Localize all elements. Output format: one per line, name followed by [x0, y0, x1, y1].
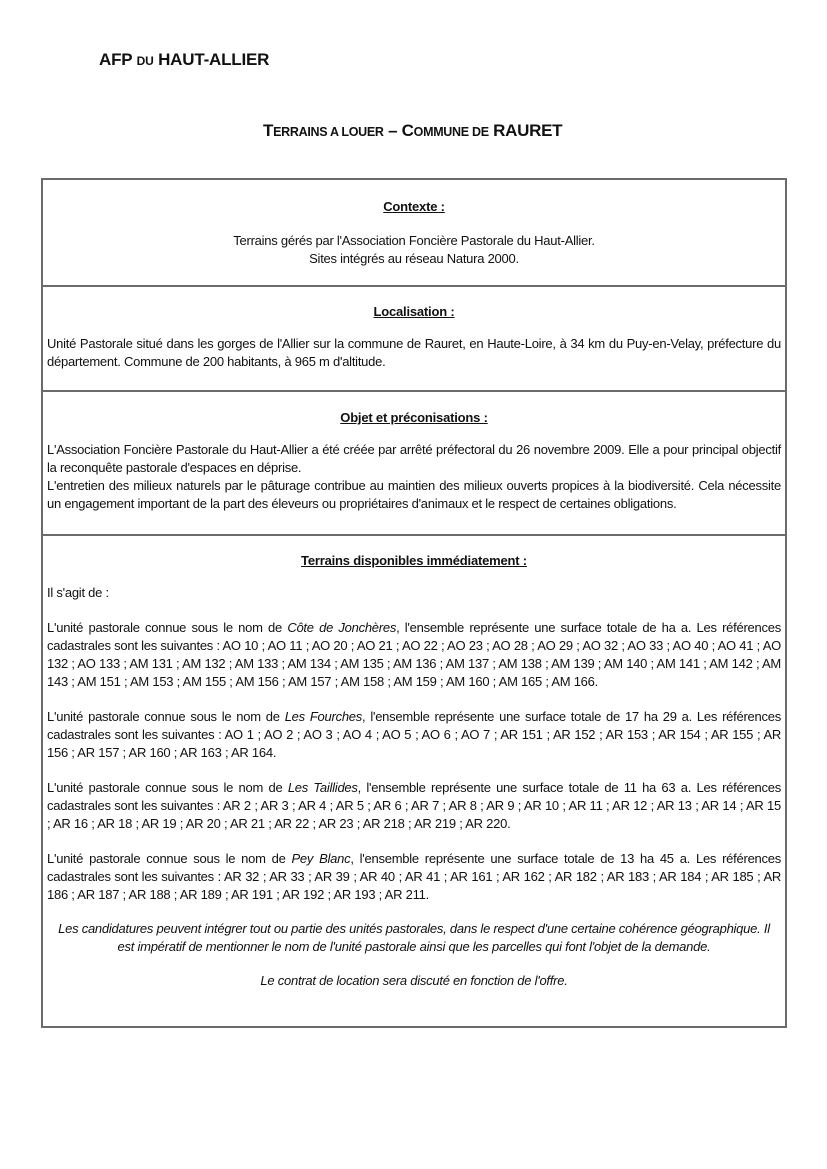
unit-prefix: L'unité pastorale connue sous le nom de — [47, 851, 292, 866]
unit-references: AR 32 ; AR 33 ; AR 39 ; AR 40 ; AR 41 ; AR 161 ; AR 162 ; AR 182 ; AR 183 ; AR 184 ; AR 185 ; AR 186 ; AR 187 ; AR 188 ; AR 189 ; AR 191 ; AR 192 ; AR 193 ; AR 211. — [47, 869, 782, 902]
unit-surface: , l'ensemble représente une surface totale de 17 ha 29 a. Les références cadastrales sont les suivantes : — [47, 709, 781, 742]
text-line: Sites intégrés au réseau Natura 2000. — [309, 251, 519, 266]
title-part: – — [383, 121, 402, 140]
section-body — [43, 232, 785, 268]
unit-references: AO 1 ; AO 2 ; AO 3 ; AO 4 ; AO 5 ; AO 6 ; AO 7 ; AR 151 ; AR 152 ; AR 153 ; AR 154 ; AR 155 ; AR 156 ; AR 157 ; AR 160 ; AR 163 ; AR 164. — [47, 727, 782, 760]
unit-name: Les Fourches — [284, 709, 363, 724]
section-heading: Contexte : — [383, 199, 445, 214]
unit-references: AO 10 ; AO 11 ; AO 20 ; AO 21 ; AO 22 ; AO 23 ; AO 28 ; AO 29 ; AO 32 ; AO 33 ; AO 40 ; AO 41 ; AO 132 ; AO 133 ; AM 131 ; AM 132 ; AM 133 ; AM 134 ; AM 135 ; AM 136 ; AM 137 ; AM 138 ; AM 139 ; AM 140 ; AM 141 ; AM 142 ; AM 143 ; AM 151 ; AM 153 ; AM 155 ; AM 156 ; AM 157 ; AM 158 ; AM 159 ; AM 160 ; AM 165 ; AM 166. — [47, 638, 782, 689]
unit-prefix: L'unité pastorale connue sous le nom de — [47, 780, 288, 795]
pastoral-unit — [43, 850, 785, 904]
title-part: RAURET — [488, 121, 563, 140]
section-terrains — [43, 536, 785, 1026]
content-frame — [41, 178, 787, 1028]
org-name-part: HAUT-ALLIER — [153, 50, 270, 69]
contract-note: Le contrat de location sera discuté en fonction de l'offre. — [260, 973, 568, 988]
section-body: Unité Pastorale situé dans les gorges de l'Allier sur la commune de Rauret, en Haute-Loire, à 34 km du Puy-en-Velay, préfecture du département. Commune de 200 habitants, à 965 m d'altitude. — [47, 336, 781, 369]
text-line: Terrains gérés par l'Association Foncière Pastorale du Haut-Allier. — [233, 233, 595, 248]
section-objet — [43, 392, 785, 536]
organization-name — [99, 50, 269, 70]
unit-name: Les Taillides — [287, 780, 358, 795]
title-part: C — [401, 121, 414, 140]
section-body — [43, 441, 785, 513]
unit-references: AR 2 ; AR 3 ; AR 4 ; AR 5 ; AR 6 ; AR 7 ; AR 8 ; AR 9 ; AR 10 ; AR 11 ; AR 12 ; AR 13 ; AR 14 ; AR 15 ; AR 16 ; AR 18 ; AR 19 ; AR 20 ; AR 21 ; AR 22 ; AR 23 ; AR 218 ; AR 219 ; AR 220. — [47, 798, 781, 831]
unit-prefix: L'unité pastorale connue sous le nom de — [47, 709, 285, 724]
paragraph: L'Association Foncière Pastorale du Haut-Allier a été créée par arrêté préfectoral du 26 novembre 2009. Elle a pour principal objectif la reconquête pastorale d'espaces en déprise. — [47, 442, 781, 475]
unit-name: Côte de Jonchères — [287, 620, 397, 635]
unit-surface: , l'ensemble représente une surface totale de 13 ha 45 a. Les références cadastrales sont les suivantes : — [47, 851, 782, 884]
section-heading: Terrains disponibles immédiatement : — [301, 553, 527, 568]
document-title — [263, 121, 562, 141]
application-note: Les candidatures peuvent intégrer tout ou partie des unités pastorales, dans le respect d'une certaine cohérence géographique. Il est impératif de mentionner le nom de l'unité pastorale ainsi que les parcelles qui font l'objet de la demande. — [58, 921, 770, 954]
title-part: ERRAINS A LOUER — [273, 125, 384, 139]
section-localisation — [43, 287, 785, 392]
paragraph: L'entretien des milieux naturels par le pâturage contribue au maintien des milieux ouverts propices à la biodiversité. Cela nécessite un engagement important de la part des éleveurs ou propriétaires d'animaux et le respect de certaines obligations. — [47, 478, 781, 511]
pastoral-unit — [43, 619, 785, 691]
org-name-part: AFP — [99, 50, 137, 69]
section-heading: Localisation : — [373, 304, 455, 319]
section-heading: Objet et préconisations : — [340, 410, 488, 425]
section-contexte — [43, 180, 785, 287]
pastoral-unit — [43, 779, 785, 833]
intro-text: Il s'agit de : — [47, 585, 109, 600]
pastoral-unit — [43, 708, 785, 762]
org-name-part: DU — [136, 54, 154, 68]
title-part: OMMUNE DE — [413, 125, 489, 139]
unit-name: Pey Blanc — [291, 851, 351, 866]
unit-prefix: L'unité pastorale connue sous le nom de — [47, 620, 288, 635]
unit-surface: , l'ensemble représente une surface totale de ha a. Les références cadastrales sont les suivantes : — [47, 620, 781, 653]
unit-surface: , l'ensemble représente une surface totale de 11 ha 63 a. Les références cadastrales sont les suivantes : — [47, 780, 782, 813]
title-part: T — [263, 121, 274, 140]
